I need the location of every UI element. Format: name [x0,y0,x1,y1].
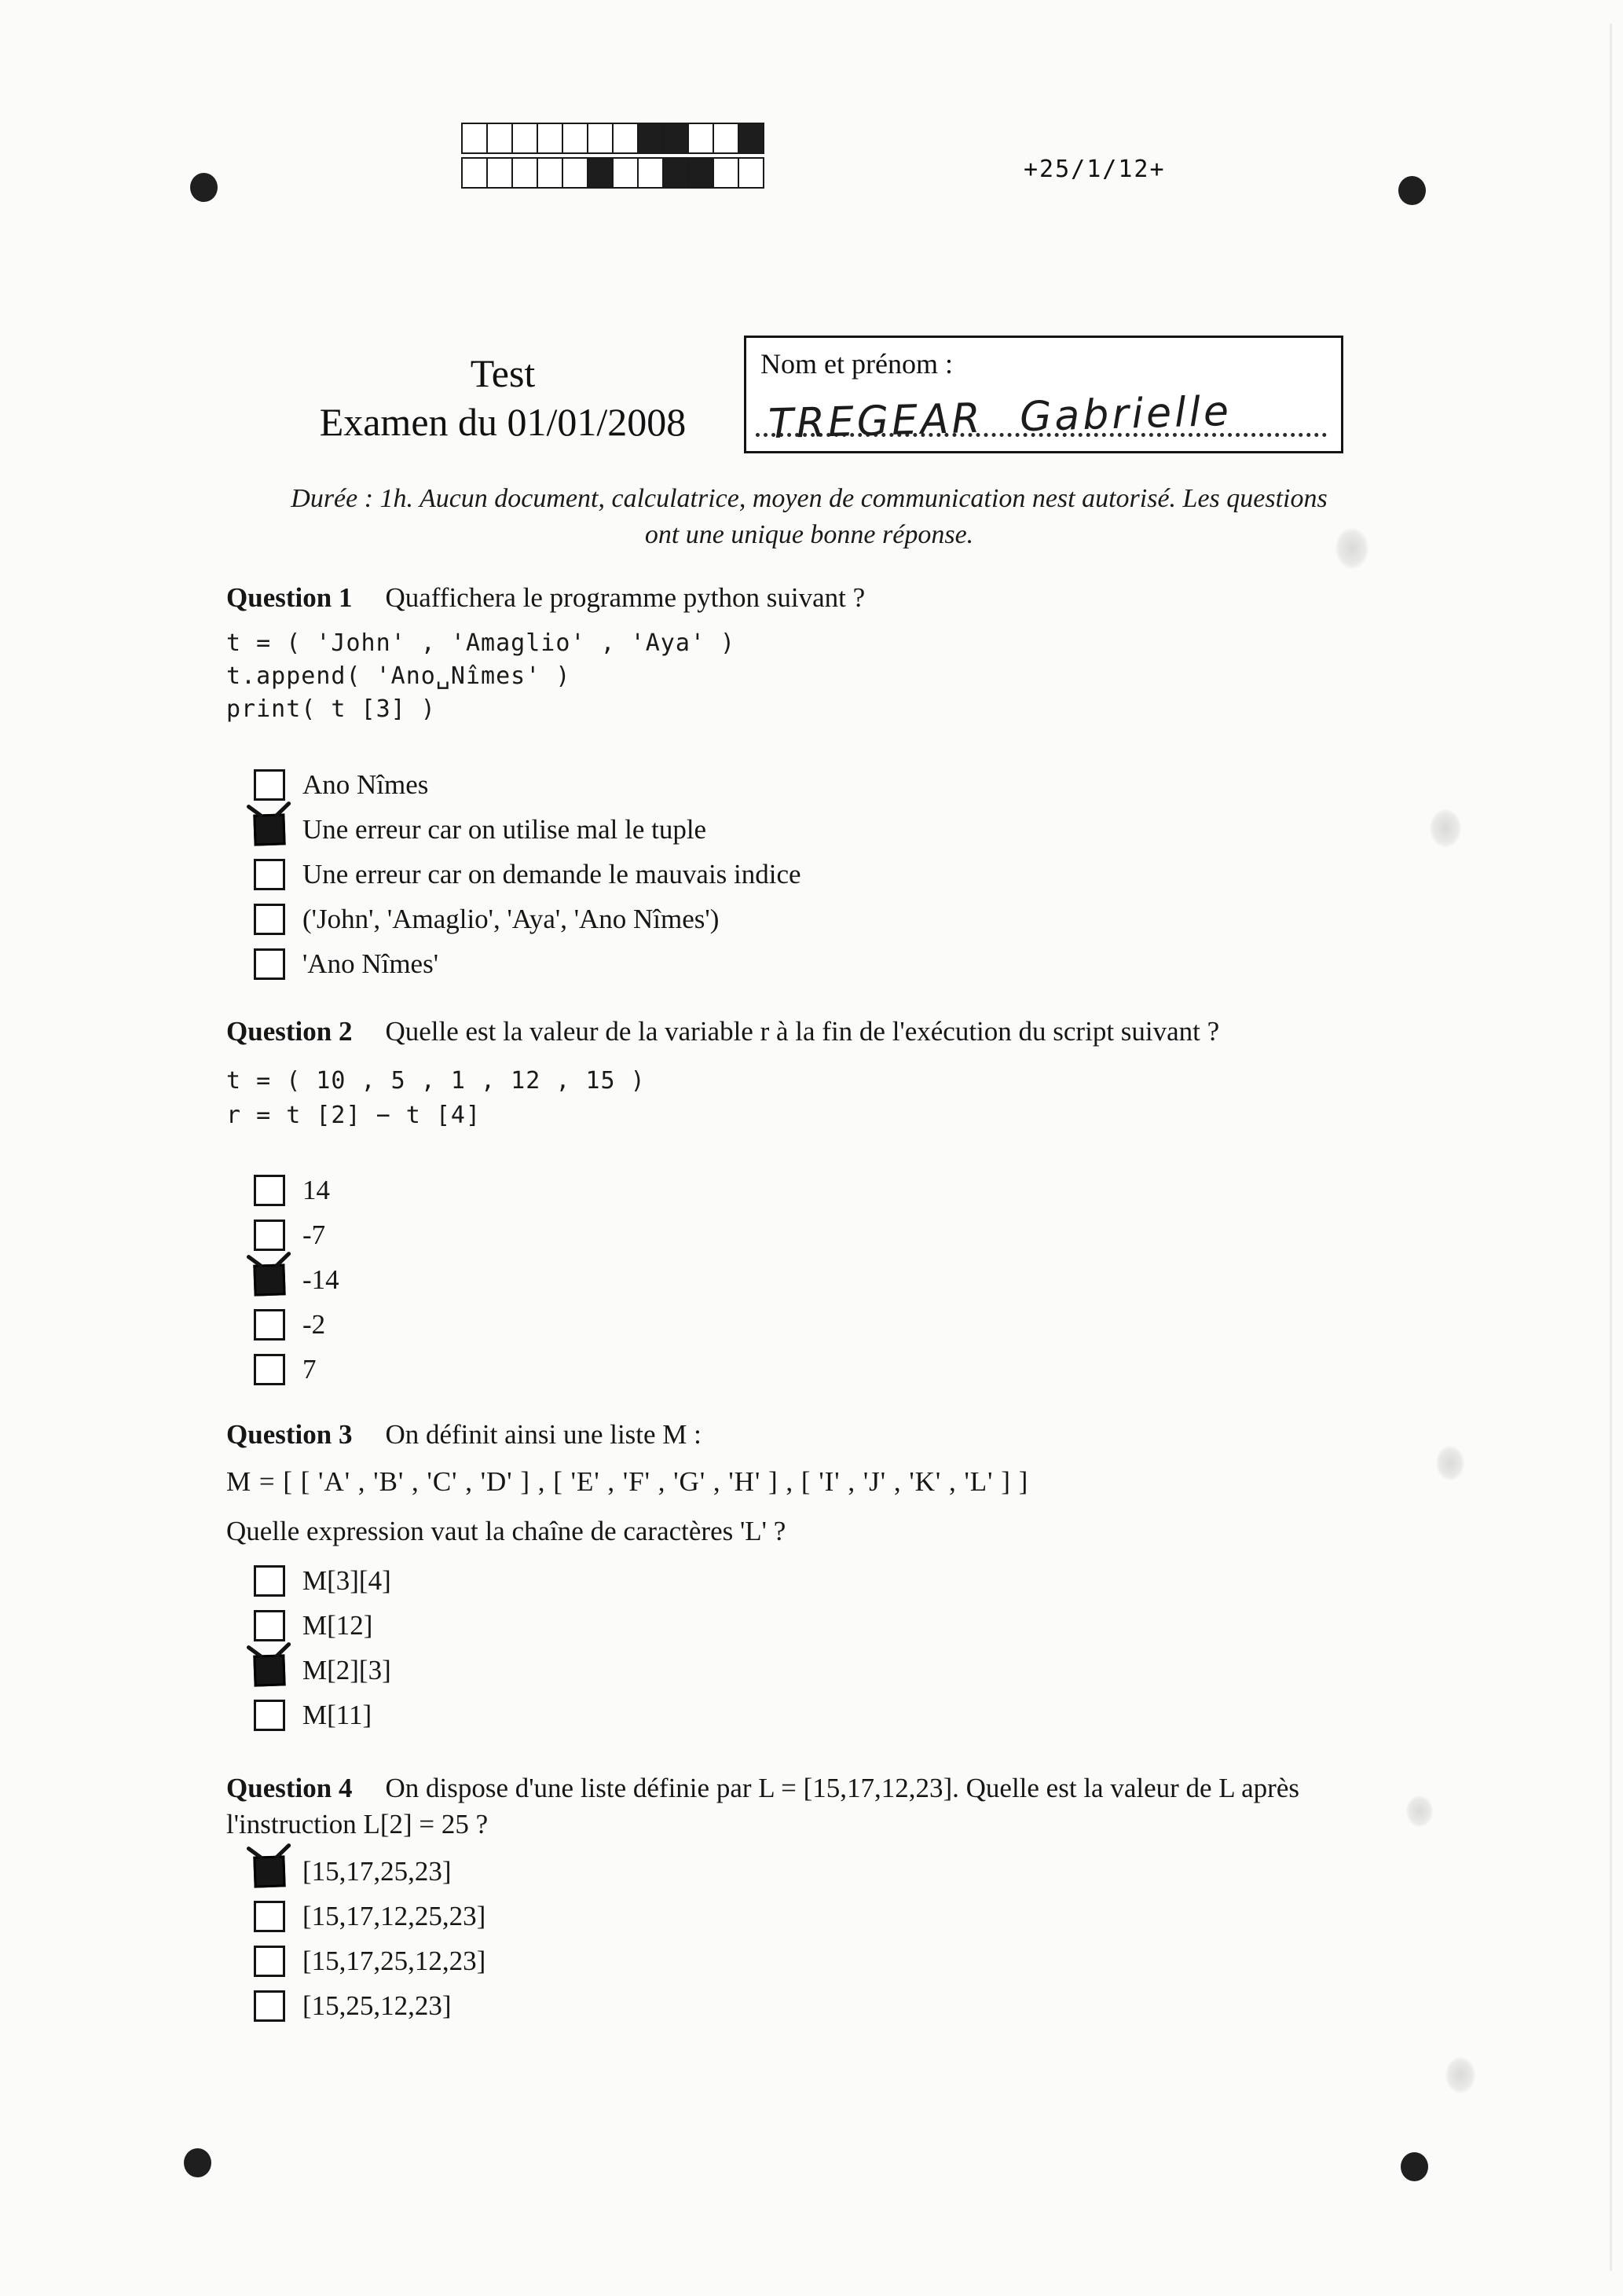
answer-label: M[11] [302,1699,372,1730]
answer-option [254,1257,1416,1302]
answer-checkbox[interactable] [253,1264,285,1296]
answer-label: [15,25,12,23] [302,1990,452,2021]
answer-option [254,852,1416,897]
barcode-cell [511,157,538,189]
scan-smudge [1436,1446,1464,1480]
barcode-cell [562,123,588,154]
answer-checkbox[interactable] [253,813,285,845]
question-number: Question 2 [226,1016,353,1047]
answer-label: Ano Nîmes [302,768,429,800]
answer-label: [15,17,25,23] [302,1855,452,1887]
answer-option [254,1938,1416,1983]
answer-checkbox[interactable] [254,948,285,980]
barcode-cell [537,123,563,154]
barcode-cell [537,157,563,189]
answer-checkbox[interactable] [254,769,285,801]
answer-label: -7 [302,1219,326,1250]
barcode-cell-filled [637,123,664,154]
answer-checkbox[interactable] [253,1855,285,1887]
answer-option [254,807,1416,852]
question-text: On définit ainsi une liste M : [385,1419,702,1450]
barcode-cell [461,123,488,154]
barcode-cell [612,157,639,189]
scan-smudge [1445,2057,1475,2093]
question-2 [226,1014,1416,1392]
instructions-line-1: Durée : 1h. Aucun document, calculatrice, moyen de communication nest autorisé. Les questions [291,484,1328,513]
barcode-cell [637,157,664,189]
answer-label: 'Ano Nîmes' [302,948,439,979]
instructions-line-2: ont une unique bonne réponse. [644,520,974,549]
name-box-label: Nom et prénom : [760,348,953,380]
answer-option [254,1168,1416,1212]
answer-label: [15,17,12,25,23] [302,1900,486,1931]
answer-checkbox[interactable] [254,1220,285,1251]
barcode-cell [687,123,714,154]
barcode-cell-filled [587,157,614,189]
answer-checkbox[interactable] [254,1700,285,1731]
barcode-cell-filled [738,123,764,154]
barcode-cell-filled [662,157,689,189]
barcode-row [463,157,764,189]
options-list [254,762,1416,986]
barcode-cell [486,157,513,189]
question-header [226,580,1416,616]
barcode-cell-filled [662,123,689,154]
question-number: Question 3 [226,1419,353,1450]
answer-checkbox[interactable] [254,904,285,935]
answer-label: Une erreur car on demande le mauvais indice [302,858,801,889]
registration-dot-top-right [1398,176,1426,205]
code-line: print( t [3] ) [226,695,436,723]
question-number: Question 1 [226,582,353,613]
question-text: Quelle est la valeur de la variable r à la fin de l'exécution du script suivant ? [385,1016,1220,1047]
barcode-cell [713,157,739,189]
answer-option [254,1302,1416,1347]
exam-title: Test [470,351,536,395]
registration-dot-bottom-right [1401,2152,1428,2181]
answer-option [254,1648,1416,1693]
question-text: Quaffichera le programme python suivant ? [385,582,866,613]
registration-dot-top-left [190,173,218,202]
code-line: r = t [2] − t [4] [226,1102,482,1129]
answer-label: [15,17,25,12,23] [302,1945,486,1976]
answer-option [254,941,1416,986]
options-list [254,1558,1416,1737]
answer-option [254,1849,1416,1894]
exam-code: +25/1/12+ [1024,156,1166,183]
list-definition-line: M = [ [ 'A' , 'B' , 'C' , 'D' ] , [ 'E' , 'F' , 'G' , 'H' ] , [ 'I' , 'J' , 'K' , 'L' ] ] [226,1466,1029,1497]
handwritten-name[interactable]: TREGEAR Gabrielle [768,387,1233,449]
answer-option [254,1603,1416,1648]
answer-checkbox[interactable] [254,1610,285,1641]
answer-label: -14 [302,1264,339,1295]
barcode-cell [486,123,513,154]
answer-label: -2 [302,1308,326,1340]
question-1 [226,580,1416,986]
answer-option [254,1894,1416,1938]
answer-label: 7 [302,1353,317,1385]
instructions [196,481,1422,553]
answer-option [254,897,1416,941]
question-text: On dispose d'une liste définie par L = [15,17,12,23]. Quelle est la valeur de L après l'instruction L[2] = 25 ? [226,1773,1299,1839]
barcode-cell [738,157,764,189]
answer-label: 14 [302,1174,330,1205]
answer-option [254,762,1416,807]
barcode-cell [562,157,588,189]
code-block [226,627,1416,726]
code-line: t.append( 'Ano␣Nîmes' ) [226,662,571,690]
answer-label: M[3][4] [302,1564,391,1596]
answer-checkbox[interactable] [254,859,285,890]
scan-smudge [1430,809,1461,847]
question-header [226,1417,1416,1453]
barcode-cell [713,123,739,154]
code-line: t = ( 'John' , 'Amaglio' , 'Aya' ) [226,629,736,657]
answer-label: Une erreur car on utilise mal le tuple [302,813,707,845]
barcode-cell [612,123,639,154]
barcode-cell [511,123,538,154]
answer-checkbox[interactable] [254,1309,285,1341]
question-header [226,1014,1416,1050]
exam-subtitle: Examen du 01/01/2008 [319,400,687,444]
answer-checkbox[interactable] [254,1990,285,2022]
registration-dot-bottom-left [184,2148,211,2177]
answer-checkbox[interactable] [254,1946,285,1977]
question-subtext: Quelle expression vaut la chaîne de caractères 'L' ? [226,1516,786,1546]
question-3 [226,1417,1416,1737]
options-list [254,1168,1416,1392]
barcode-cell-filled [687,157,714,189]
scan-artifact-line [1610,24,1612,2271]
question-number: Question 4 [226,1773,353,1803]
answer-checkbox[interactable] [254,1354,285,1385]
answer-label: ('John', 'Amaglio', 'Aya', 'Ano Nîmes') [302,903,720,934]
answer-checkbox[interactable] [254,1175,285,1206]
answer-checkbox[interactable] [254,1565,285,1597]
answer-checkbox[interactable] [254,1901,285,1932]
code-line: t = ( 10 , 5 , 1 , 12 , 15 ) [226,1067,646,1095]
barcode-cell [461,157,488,189]
answer-label: M[2][3] [302,1654,391,1685]
name-box [744,336,1343,453]
answer-checkbox[interactable] [253,1654,285,1686]
answer-option [254,1558,1416,1603]
amc-barcode [463,123,764,192]
title-block [189,349,817,446]
answer-option [254,1693,1416,1737]
answer-option [254,1347,1416,1392]
barcode-row [463,123,764,154]
question-4 [226,1770,1416,2028]
answer-label: M[12] [302,1609,373,1641]
answer-option [254,1212,1416,1257]
question-header [226,1770,1416,1843]
options-list [254,1849,1416,2028]
barcode-cell [587,123,614,154]
code-block [226,1064,1416,1133]
answer-option [254,1983,1416,2028]
